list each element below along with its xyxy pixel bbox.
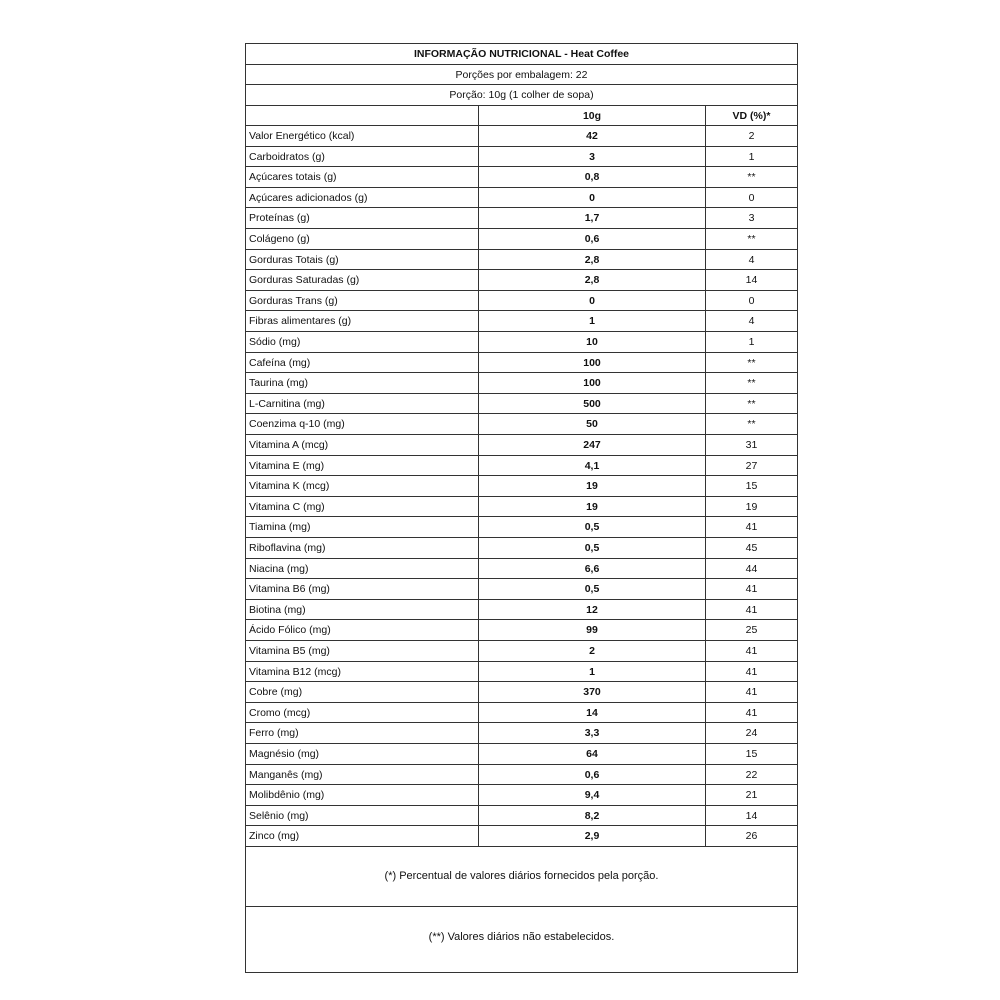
daily-value-column-header: VD (%)* — [732, 109, 771, 122]
nutrient-daily-value: 15 — [745, 480, 758, 493]
nutrient-amount: 2,8 — [479, 270, 706, 290]
nutrient-name: Vitamina B6 (mg) — [246, 579, 479, 599]
nutrient-daily-value: 14 — [745, 274, 758, 287]
table-row — [246, 662, 797, 683]
nutrient-name: Taurina (mg) — [246, 373, 479, 393]
nutrient-name: Açúcares adicionados (g) — [246, 188, 479, 208]
nutrient-name: Riboflavina (mg) — [246, 538, 479, 558]
nutrient-name: Carboidratos (g) — [246, 147, 479, 167]
nutrient-name: Cafeína (mg) — [246, 353, 479, 373]
serving-size: Porção: 10g (1 colher de sopa) — [246, 85, 797, 106]
table-row — [246, 353, 797, 374]
nutrient-rows — [246, 126, 797, 847]
table-row — [246, 414, 797, 435]
table-row — [246, 785, 797, 806]
nutrient-name: Gorduras Trans (g) — [246, 291, 479, 311]
nutrient-name: Gorduras Totais (g) — [246, 250, 479, 270]
nutrient-daily-value: 27 — [745, 459, 758, 472]
nutrient-daily-value: 41 — [745, 603, 758, 616]
nutrient-amount: 0,6 — [479, 765, 706, 785]
table-row — [246, 620, 797, 641]
table-row — [246, 600, 797, 621]
nutrient-name: Vitamina C (mg) — [246, 497, 479, 517]
nutrient-daily-value: 0 — [748, 294, 755, 307]
nutrient-amount: 9,4 — [479, 785, 706, 805]
nutrient-amount: 12 — [479, 600, 706, 620]
nutrient-name: Biotina (mg) — [246, 600, 479, 620]
nutrient-name: Niacina (mg) — [246, 559, 479, 579]
nutrient-column-header — [246, 106, 479, 126]
nutrient-daily-value: 1 — [748, 150, 755, 163]
table-row — [246, 703, 797, 724]
nutrient-name: L-Carnitina (mg) — [246, 394, 479, 414]
nutrient-name: Açúcares totais (g) — [246, 167, 479, 187]
nutrient-daily-value: 41 — [745, 665, 758, 678]
nutrient-name: Manganês (mg) — [246, 765, 479, 785]
nutrient-name: Gorduras Saturadas (g) — [246, 270, 479, 290]
table-row — [246, 476, 797, 497]
nutrient-daily-value: 19 — [745, 500, 758, 513]
nutrient-daily-value: 0 — [748, 191, 755, 204]
nutrient-name: Vitamina B12 (mcg) — [246, 662, 479, 682]
nutrient-daily-value: ** — [747, 233, 756, 246]
nutrient-amount: 99 — [479, 620, 706, 640]
table-row — [246, 641, 797, 662]
nutrient-amount: 0,5 — [479, 538, 706, 558]
nutrient-daily-value: ** — [747, 171, 756, 184]
nutrient-amount: 2,8 — [479, 250, 706, 270]
nutrient-amount: 100 — [479, 353, 706, 373]
nutrient-name: Cromo (mcg) — [246, 703, 479, 723]
nutrient-amount: 1 — [479, 311, 706, 331]
footnote-percent: (*) Percentual de valores diários fornecidos pela porção. — [246, 847, 797, 907]
nutrient-daily-value: ** — [747, 377, 756, 390]
nutrient-daily-value: 41 — [745, 521, 758, 534]
nutrient-amount: 0 — [479, 291, 706, 311]
nutrient-daily-value: 41 — [745, 583, 758, 596]
nutrient-amount: 64 — [479, 744, 706, 764]
column-header-row — [246, 106, 797, 127]
nutrient-daily-value: ** — [747, 356, 756, 369]
nutrient-daily-value: 1 — [748, 336, 755, 349]
nutrient-amount: 10 — [479, 332, 706, 352]
nutrient-daily-value: 4 — [748, 315, 755, 328]
nutrient-daily-value: 4 — [748, 253, 755, 266]
nutrient-name: Magnésio (mg) — [246, 744, 479, 764]
nutrient-amount: 42 — [479, 126, 706, 146]
nutrient-amount: 0 — [479, 188, 706, 208]
nutrient-name: Zinco (mg) — [246, 826, 479, 846]
nutrition-facts-table — [245, 43, 798, 973]
table-row — [246, 250, 797, 271]
nutrient-name: Vitamina B5 (mg) — [246, 641, 479, 661]
nutrient-name: Colágeno (g) — [246, 229, 479, 249]
nutrient-amount: 1 — [479, 662, 706, 682]
nutrient-daily-value: 41 — [745, 644, 758, 657]
nutrient-daily-value: 2 — [748, 130, 755, 143]
nutrient-name: Selênio (mg) — [246, 806, 479, 826]
footnote-not-established: (**) Valores diários não estabelecidos. — [428, 930, 615, 943]
nutrient-daily-value: 26 — [745, 830, 758, 843]
table-row — [246, 456, 797, 477]
table-row — [246, 332, 797, 353]
table-row — [246, 394, 797, 415]
table-row — [246, 806, 797, 827]
nutrient-daily-value: 22 — [745, 768, 758, 781]
table-row — [246, 188, 797, 209]
nutrient-daily-value: 44 — [745, 562, 758, 575]
nutrient-daily-value: 41 — [745, 706, 758, 719]
table-row — [246, 517, 797, 538]
nutrient-daily-value: 15 — [745, 747, 758, 760]
nutrient-amount: 370 — [479, 682, 706, 702]
table-row — [246, 765, 797, 786]
table-row — [246, 744, 797, 765]
table-row — [246, 435, 797, 456]
nutrient-daily-value: 41 — [745, 686, 758, 699]
table-row — [246, 373, 797, 394]
nutrient-amount: 8,2 — [479, 806, 706, 826]
nutrient-amount: 247 — [479, 435, 706, 455]
table-row — [246, 723, 797, 744]
table-row — [246, 147, 797, 168]
nutrient-amount: 3,3 — [479, 723, 706, 743]
table-row — [246, 126, 797, 147]
nutrient-amount: 6,6 — [479, 559, 706, 579]
nutrient-name: Vitamina K (mcg) — [246, 476, 479, 496]
table-row — [246, 826, 797, 847]
table-row — [246, 167, 797, 188]
table-row — [246, 538, 797, 559]
nutrient-daily-value: ** — [747, 418, 756, 431]
nutrient-amount: 500 — [479, 394, 706, 414]
nutrient-daily-value: 25 — [745, 624, 758, 637]
nutrient-name: Ferro (mg) — [246, 723, 479, 743]
table-row — [246, 311, 797, 332]
nutrient-name: Valor Energético (kcal) — [246, 126, 479, 146]
nutrient-daily-value: 14 — [745, 809, 758, 822]
nutrient-amount: 0,8 — [479, 167, 706, 187]
table-row — [246, 559, 797, 580]
nutrient-amount: 2 — [479, 641, 706, 661]
nutrient-amount: 100 — [479, 373, 706, 393]
nutrient-amount: 3 — [479, 147, 706, 167]
table-row — [246, 229, 797, 250]
nutrient-name: Ácido Fólico (mg) — [246, 620, 479, 640]
nutrient-amount: 1,7 — [479, 208, 706, 228]
nutrient-daily-value: ** — [747, 397, 756, 410]
nutrient-amount: 19 — [479, 476, 706, 496]
nutrient-daily-value: 3 — [748, 212, 755, 225]
table-row — [246, 291, 797, 312]
nutrient-amount: 0,5 — [479, 579, 706, 599]
nutrient-amount: 50 — [479, 414, 706, 434]
nutrient-name: Sódio (mg) — [246, 332, 479, 352]
nutrient-name: Coenzima q-10 (mg) — [246, 414, 479, 434]
servings-per-package: Porções por embalagem: 22 — [246, 65, 797, 86]
amount-column-header: 10g — [479, 106, 706, 126]
nutrient-amount: 2,9 — [479, 826, 706, 846]
nutrient-daily-value: 21 — [745, 789, 758, 802]
nutrient-name: Vitamina E (mg) — [246, 456, 479, 476]
nutrient-name: Proteínas (g) — [246, 208, 479, 228]
nutrient-amount: 0,6 — [479, 229, 706, 249]
nutrient-amount: 0,5 — [479, 517, 706, 537]
nutrient-daily-value: 24 — [745, 727, 758, 740]
nutrient-amount: 19 — [479, 497, 706, 517]
nutrient-name: Cobre (mg) — [246, 682, 479, 702]
nutrient-daily-value: 31 — [745, 439, 758, 451]
table-row — [246, 270, 797, 291]
table-title: INFORMAÇÃO NUTRICIONAL - Heat Coffee — [246, 44, 797, 65]
nutrient-name: Vitamina A (mcg) — [246, 435, 479, 455]
nutrient-name: Fibras alimentares (g) — [246, 311, 479, 331]
table-row — [246, 497, 797, 518]
nutrient-amount: 4,1 — [479, 456, 706, 476]
table-row — [246, 579, 797, 600]
nutrient-daily-value: 45 — [745, 541, 758, 554]
table-row — [246, 682, 797, 703]
nutrient-name: Molibdênio (mg) — [246, 785, 479, 805]
nutrient-name: Tiamina (mg) — [246, 517, 479, 537]
nutrient-amount: 14 — [479, 703, 706, 723]
table-row — [246, 208, 797, 229]
